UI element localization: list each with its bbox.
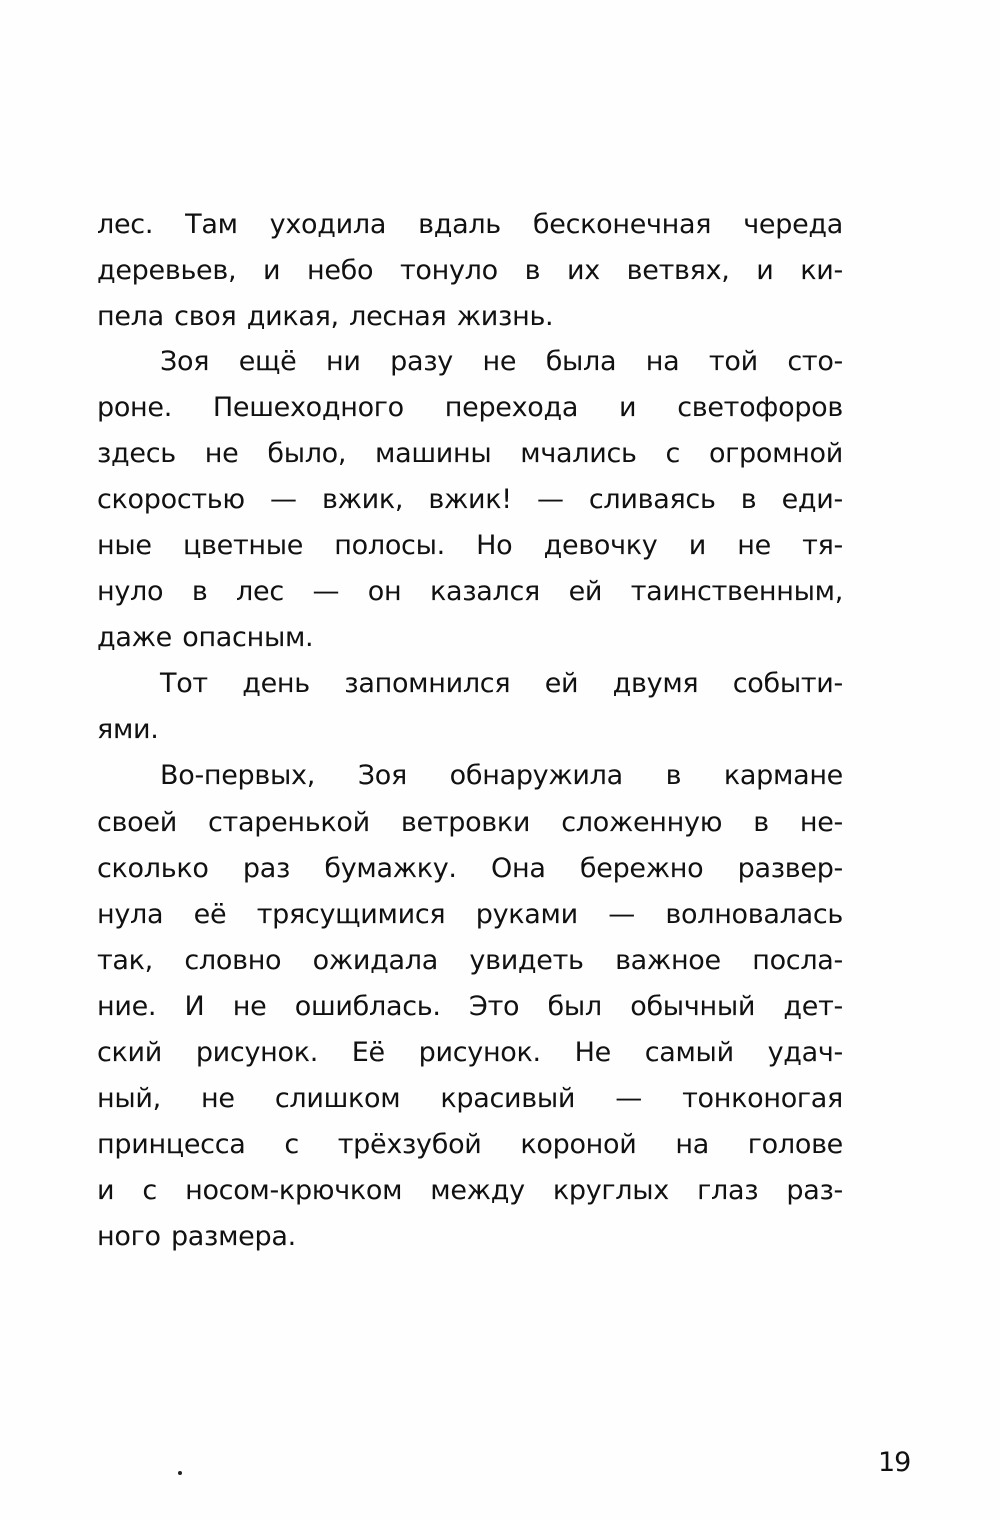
text-line: ного размера.	[97, 1221, 296, 1252]
text-line: лес. Там уходила вдаль бесконечная череда	[97, 209, 843, 240]
text-line: своей старенькой ветровки сложенную в не-	[97, 807, 843, 838]
paragraph-start-line: Зоя ещё ни разу не была на той сто-	[160, 346, 843, 377]
text-line: ями.	[97, 714, 159, 745]
text-line: нула её трясущимися руками — волновалась	[97, 899, 843, 930]
text-line: и с носом-крючком между круглых глаз раз-	[97, 1175, 843, 1206]
text-line: ные цветные полосы. Но девочку и не тя-	[97, 530, 843, 561]
text-line: роне. Пешеходного перехода и светофоров	[97, 392, 843, 423]
text-line: здесь не было, машины мчались с огромной	[97, 438, 843, 469]
text-line: пела своя дикая, лесная жизнь.	[97, 301, 554, 332]
text-line: даже опасным.	[97, 622, 314, 653]
page-number: 19	[878, 1447, 911, 1478]
paragraph-start-line: Во-первых, Зоя обнаружила в кармане	[160, 760, 843, 791]
text-line: скоростью — вжик, вжик! — сливаясь в еди-	[97, 484, 843, 515]
text-line: так, словно ожидала увидеть важное посла-	[97, 945, 843, 976]
text-line: нуло в лес — он казался ей таинственным,	[97, 576, 843, 607]
paragraph-start-line: Тот день запомнился ей двумя событи-	[160, 668, 843, 699]
text-line: принцесса с трёхзубой короной на голове	[97, 1129, 843, 1160]
text-line: ние. И не ошиблась. Это был обычный дет-	[97, 991, 843, 1022]
scan-speck	[178, 1471, 182, 1475]
text-line: ный, не слишком красивый — тонконогая	[97, 1083, 843, 1114]
text-line: сколько раз бумажку. Она бережно развер-	[97, 853, 843, 884]
text-line: деревьев, и небо тонуло в их ветвях, и ки-	[97, 255, 843, 286]
text-line: ский рисунок. Её рисунок. Не самый удач-	[97, 1037, 843, 1068]
